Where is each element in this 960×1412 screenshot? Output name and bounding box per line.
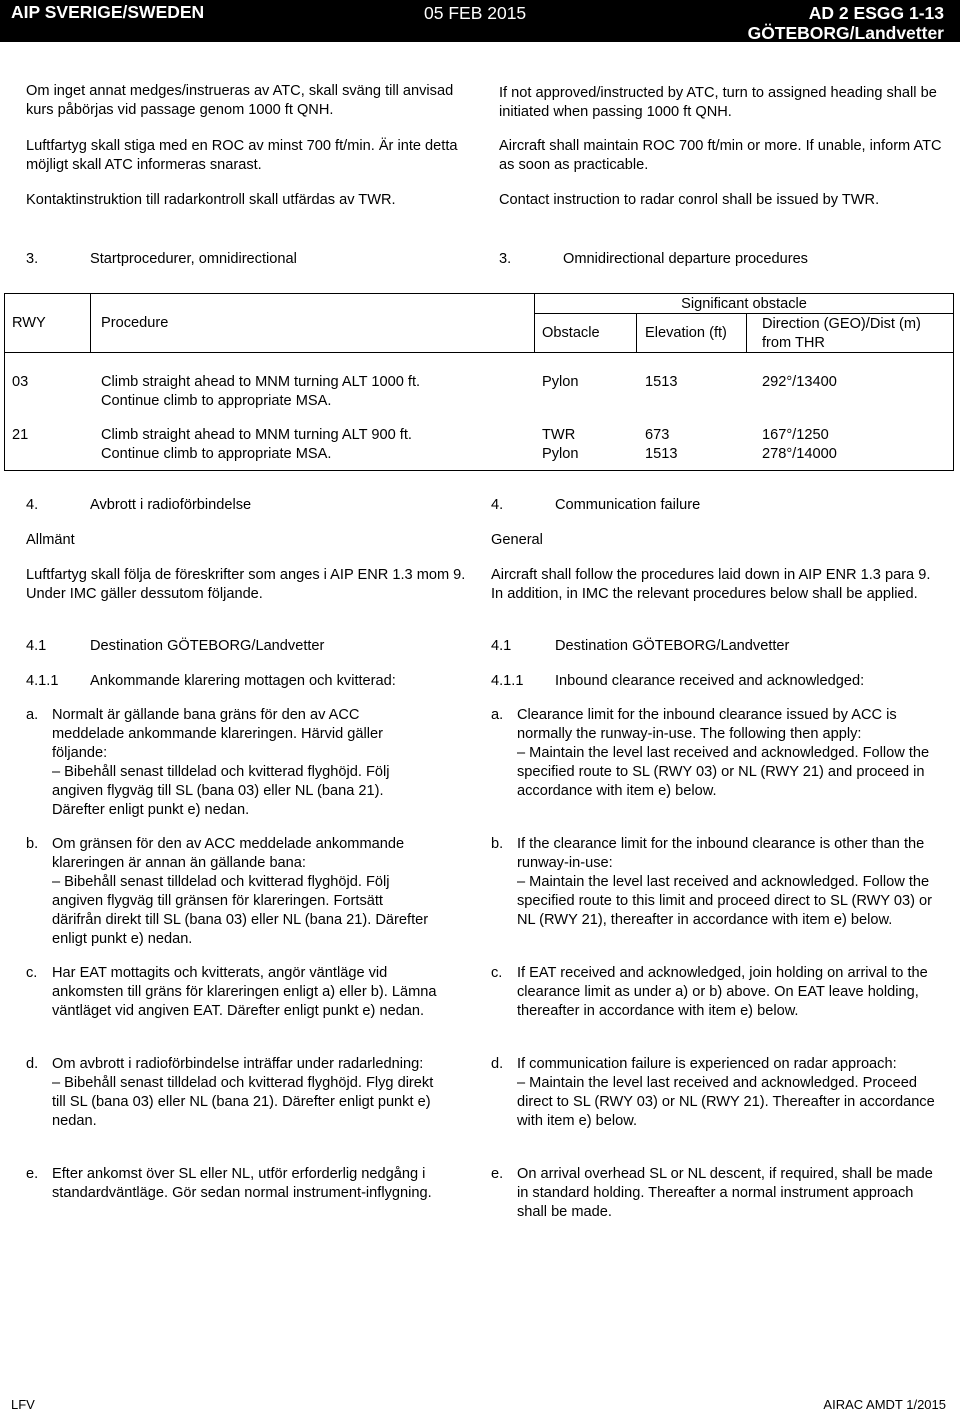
cell-direction: 292°/13400 xyxy=(762,374,837,390)
col-header-rwy: RWY xyxy=(12,315,46,331)
section-4-heading-en xyxy=(491,496,936,515)
item-text: Har EAT mottagits och kvitterats, angör väntläge vid ankomsten till gräns för klareringen enligt a) eller b). Lämna väntläget vid angiven EAT. Därefter enligt punkt e) nedan. xyxy=(52,965,437,1019)
section-title: Destination GÖTEBORG/Landvetter xyxy=(555,638,790,654)
subheading-general-en: General xyxy=(491,532,543,548)
general-text-en: Aircraft shall follow the procedures laid down in AIP ENR 1.3 para 9. In addition, in IMC the relevant procedures below shall be applied. xyxy=(491,567,931,602)
section-number: 4.1 xyxy=(26,638,47,654)
section-number: 4.1 xyxy=(491,638,512,654)
item-letter: c. xyxy=(491,965,503,981)
cell-direction: 278°/14000 xyxy=(762,446,837,462)
section-41-heading-en xyxy=(491,637,936,656)
item-text: Om gränsen för den av ACC meddelade ankommande klareringen är annan än gällande bana: – Bibehåll senast tilldelad och kvitterad flyghöjd. Följ angiven flygväg till gränsen för klareringen. Fortsätt därifrån direkt till SL (bana 03) eller NL (bana 21). Därefter enligt punkt e) nedan. xyxy=(52,836,429,947)
item-letter: d. xyxy=(26,1056,39,1072)
page-reference: AD 2 ESGG 1-13 xyxy=(808,3,944,23)
table-left-border xyxy=(4,293,5,471)
cell-rwy: 03 xyxy=(12,374,29,390)
subheading-general-sv: Allmänt xyxy=(26,532,75,548)
item-text: Om avbrott i radioförbindelse inträffar under radarledning: – Bibehåll senast tilldelad och kvitterad flyghöjd. Flyg direkt till SL (bana 03) eller NL (bana 21). Därefter enligt punkt e) nedan. xyxy=(52,1056,434,1129)
item-text: Clearance limit for the inbound clearance issued by ACC is normally the runway-in-use. The following then apply: – Maintain the level last received and acknowledged. Follow the specified route to SL (RWY 03) or NL (RWY 21) and proceed in accordance with item e) below. xyxy=(517,707,930,799)
table-bottom-rule xyxy=(4,470,954,471)
section-number: 3. xyxy=(26,251,39,267)
item-text: On arrival overhead SL or NL descent, if required, shall be made in standard holding. Thereafter a normal instrument approach shall be made. xyxy=(517,1166,933,1220)
footer-publisher: LFV xyxy=(11,1397,35,1412)
item-letter: e. xyxy=(491,1166,504,1182)
cell-procedure: Climb straight ahead to MNM turning ALT 900 ft. xyxy=(101,427,412,443)
intro-sv-1: Om inget annat medges/instrueras av ATC, skall sväng till anvisad kurs påbörjas vid passage genom 1000 ft QNH. xyxy=(26,83,454,118)
section-title: Avbrott i radioförbindelse xyxy=(90,497,252,513)
section-411-heading-sv xyxy=(26,672,486,691)
item-letter: e. xyxy=(26,1166,39,1182)
section-title: Inbound clearance received and acknowledged: xyxy=(555,673,865,689)
section-title: Omnidirectional departure procedures xyxy=(563,251,808,267)
item-letter: b. xyxy=(491,836,504,852)
section-title: Destination GÖTEBORG/Landvetter xyxy=(90,638,325,654)
publication-date: 05 FEB 2015 xyxy=(424,3,527,23)
section-3-heading-sv xyxy=(26,250,466,269)
col-group-significant-obstacle: Significant obstacle xyxy=(681,296,807,312)
table-divider xyxy=(746,313,747,353)
cell-procedure-cont: Continue climb to appropriate MSA. xyxy=(101,393,332,409)
section-number: 3. xyxy=(499,251,512,267)
cell-rwy: 21 xyxy=(12,427,29,443)
footer-amendment: AIRAC AMDT 1/2015 xyxy=(823,1397,946,1412)
cell-procedure-cont: Continue climb to appropriate MSA. xyxy=(101,446,332,462)
table-divider xyxy=(90,293,91,353)
section-number: 4.1.1 xyxy=(491,673,524,689)
item-text: Normalt är gällande bana gräns för den av ACC meddelade ankommande klareringen. Härvid gäller följande: – Bibehåll senast tilldelad och kvitterad flyghöjd. Följ angiven flygväg till SL (bana 03) eller NL (bana 21). Därefter enligt punkt e) nedan. xyxy=(52,707,390,818)
cell-obstacle: Pylon xyxy=(542,374,579,390)
intro-sv-2: Luftfartyg skall stiga med en ROC av minst 700 ft/min. Är inte detta möjligt skall ATC informeras snarast. xyxy=(26,138,458,173)
cell-elevation: 1513 xyxy=(645,446,678,462)
intro-sv-3: Kontaktinstruktion till radarkontroll skall utfärdas av TWR. xyxy=(26,192,396,208)
table-top-rule xyxy=(4,293,954,294)
item-text: If EAT received and acknowledged, join holding on arrival to the clearance limit as under a) or b) above. On EAT leave holding, thereafter in accordance with item e) below. xyxy=(517,965,928,1019)
intro-en-3: Contact instruction to radar conrol shall be issued by TWR. xyxy=(499,192,880,208)
item-text: If the clearance limit for the inbound clearance is other than the runway-in-use: – Maintain the level last received and acknowledged. Follow the specified route to this limit and proceed direct to SL (RWY 03) or NL (RWY 21), thereafter in accordance with item e) below. xyxy=(517,836,933,928)
section-number: 4. xyxy=(491,497,504,513)
section-title: Startprocedurer, omnidirectional xyxy=(90,251,297,267)
section-number: 4. xyxy=(26,497,39,513)
item-letter: a. xyxy=(26,707,39,723)
item-letter: d. xyxy=(491,1056,504,1072)
section-number: 4.1.1 xyxy=(26,673,59,689)
col-header-procedure: Procedure xyxy=(101,315,169,331)
item-text: If communication failure is experienced on radar approach: – Maintain the level last received and acknowledged. Proceed direct to SL (RWY 03) or NL (RWY 21). Thereafter in accordance with item e) below. xyxy=(517,1056,935,1129)
cell-direction: 167°/1250 xyxy=(762,427,829,443)
general-text-sv: Luftfartyg skall följa de föreskrifter som anges i AIP ENR 1.3 mom 9. Under IMC gäller dessutom följande. xyxy=(26,567,466,602)
section-title: Communication failure xyxy=(555,497,701,513)
cell-elevation: 673 xyxy=(645,427,670,443)
col-header-direction: Direction (GEO)/Dist (m) xyxy=(762,316,921,332)
section-title: Ankommande klarering mottagen och kvitterad: xyxy=(90,673,396,689)
cell-elevation: 1513 xyxy=(645,374,678,390)
intro-en-2: Aircraft shall maintain ROC 700 ft/min or more. If unable, inform ATC as soon as practicable. xyxy=(499,138,942,173)
item-letter: a. xyxy=(491,707,504,723)
section-3-heading-en xyxy=(499,250,944,269)
col-header-elevation: Elevation (ft) xyxy=(645,325,727,341)
aerodrome-name: GÖTEBORG/Landvetter xyxy=(747,23,944,43)
cell-procedure: Climb straight ahead to MNM turning ALT 1000 ft. xyxy=(101,374,421,390)
section-41-heading-sv xyxy=(26,637,466,656)
cell-obstacle: Pylon xyxy=(542,446,579,462)
page-header xyxy=(0,0,960,42)
item-text: Efter ankomst över SL eller NL, utför erforderlig nedgång i standardväntläge. Gör sedan normal instrument-inflygning. xyxy=(52,1166,432,1201)
col-header-direction-sub: from THR xyxy=(762,335,825,351)
table-divider xyxy=(636,313,637,353)
section-4-heading-sv xyxy=(26,496,466,515)
col-header-obstacle: Obstacle xyxy=(542,325,600,341)
cell-obstacle: TWR xyxy=(542,427,576,443)
intro-en-1: If not approved/instructed by ATC, turn to assigned heading shall be initiated when passing 1000 ft QNH. xyxy=(499,85,937,120)
section-411-heading-en xyxy=(491,672,951,691)
item-letter: b. xyxy=(26,836,39,852)
item-letter: c. xyxy=(26,965,38,981)
table-right-border xyxy=(953,293,954,471)
publication-title: AIP SVERIGE/SWEDEN xyxy=(11,2,205,22)
